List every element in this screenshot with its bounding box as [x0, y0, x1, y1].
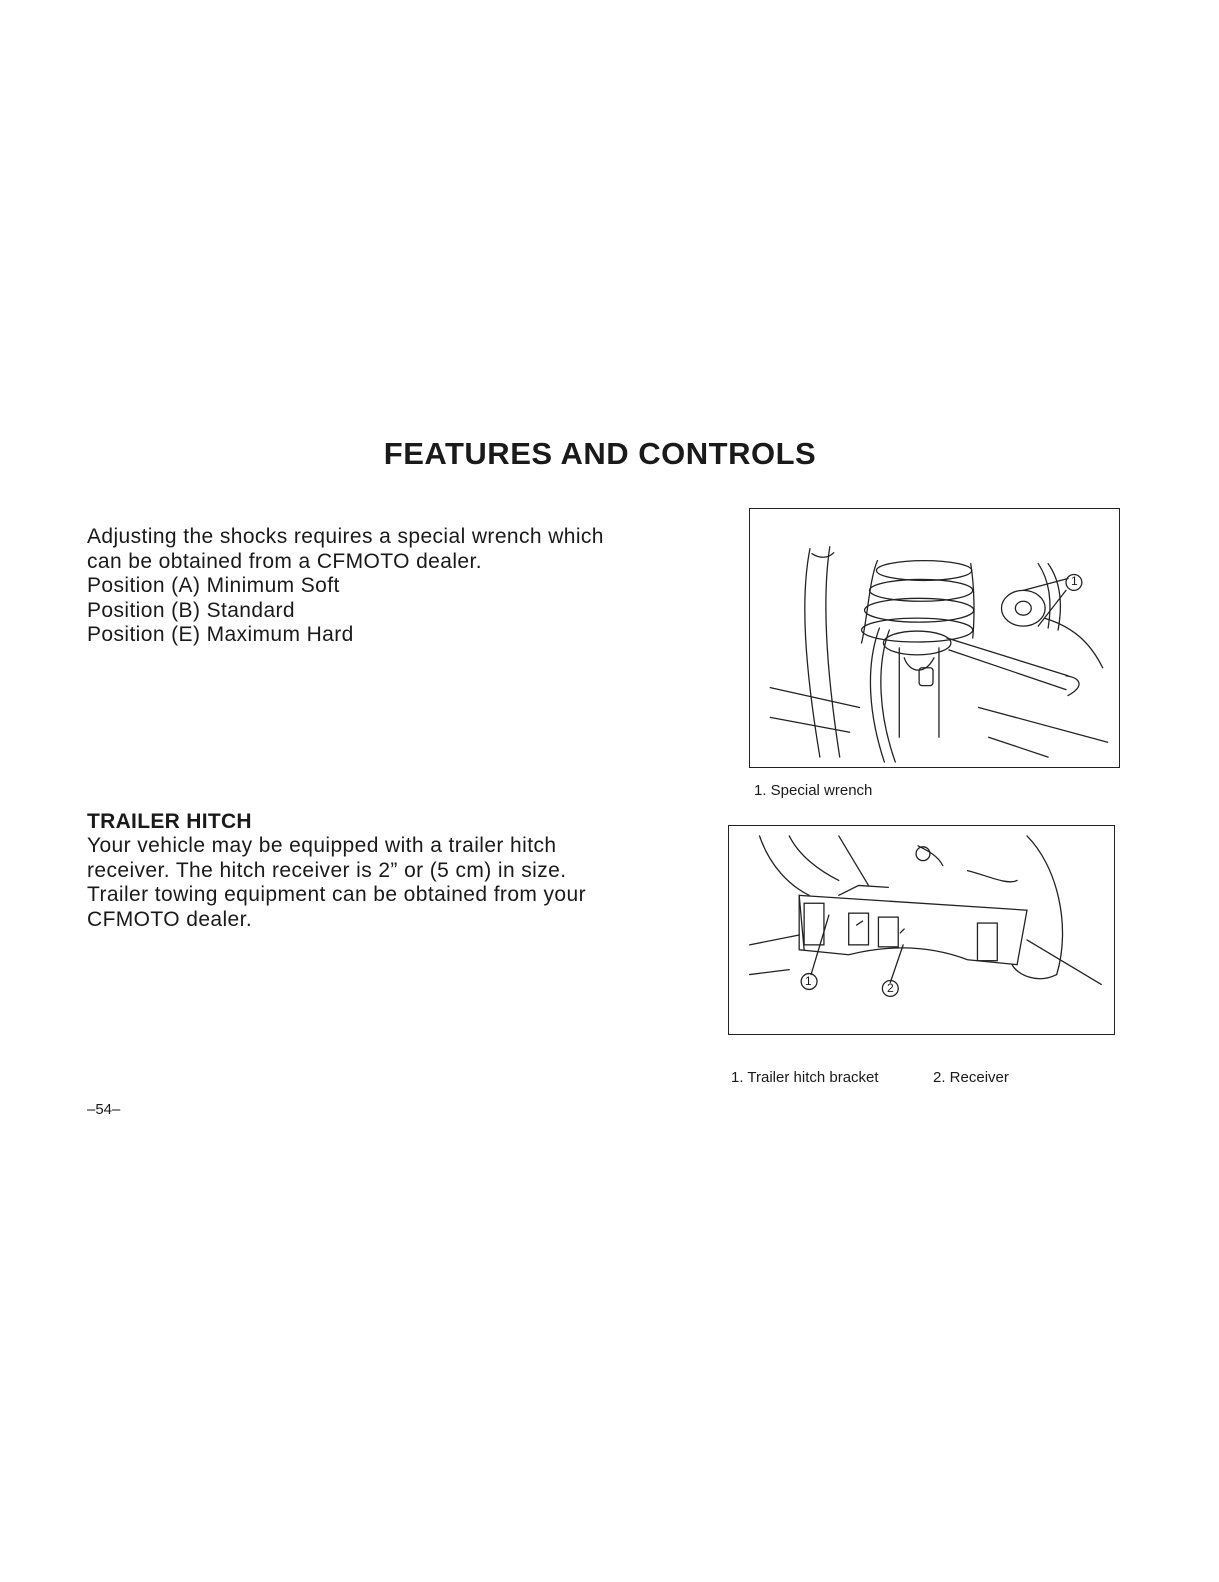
shocks-line: Position (E) Maximum Hard [87, 623, 354, 646]
trailer-hitch-heading: TRAILER HITCH [87, 810, 252, 833]
trailer-hitch-illustration [728, 825, 1115, 1035]
special-wrench-illustration [749, 508, 1120, 768]
callout-1: 1 [805, 974, 812, 988]
trailer-hitch-text [87, 834, 687, 932]
trailer-line: CFMOTO dealer. [87, 907, 253, 931]
trailer-line: Trailer towing equipment can be obtained from your [87, 883, 586, 906]
receiver-caption: 2. Receiver [933, 1069, 1009, 1086]
shocks-line: Position (B) Standard [87, 598, 296, 622]
shocks-text [87, 525, 687, 648]
callout-1: 1 [1071, 574, 1078, 588]
shocks-line: can be obtained from a CFMOTO dealer. [87, 549, 482, 573]
trailer-line: receiver. The hitch receiver is 2” or (5 cm) in size. [87, 858, 567, 882]
page-number: –54– [87, 1101, 121, 1118]
hitch-bracket-caption: 1. Trailer hitch bracket [731, 1069, 879, 1086]
page-title: FEATURES AND CONTROLS [383, 436, 817, 471]
callout-2: 2 [887, 981, 894, 995]
shocks-line: Adjusting the shocks requires a special wrench which [87, 525, 604, 548]
special-wrench-caption: 1. Special wrench [754, 782, 873, 799]
trailer-line: Your vehicle may be equipped with a trailer hitch [87, 834, 557, 857]
shocks-line: Position (A) Minimum Soft [87, 574, 340, 597]
